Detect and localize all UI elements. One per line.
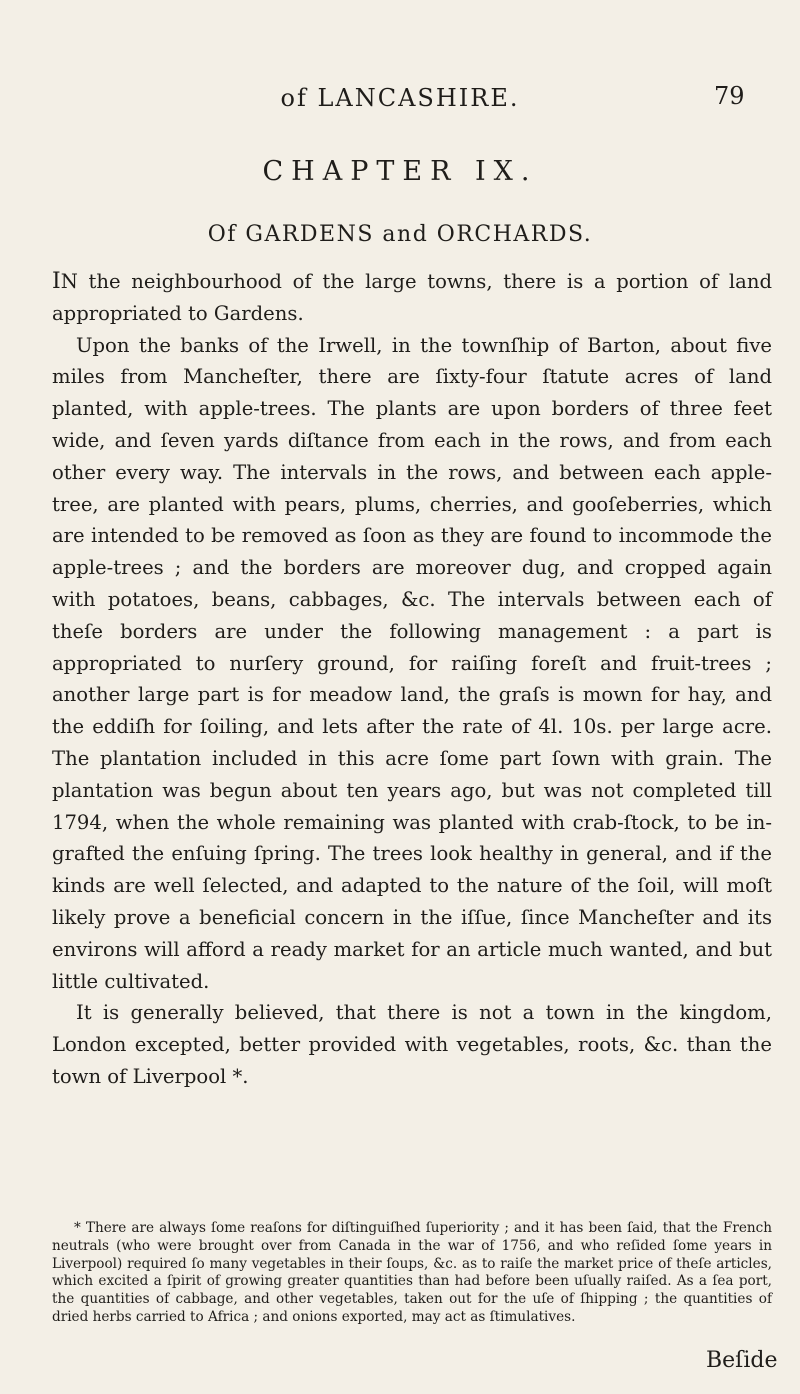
paragraph-2: Upon the banks of the Irwell, in the townſhip of Barton, about five miles from Mancheſter, there are ſixty-four ſtatute acres of land planted, with apple-trees. The plants are upon borders of three feet wide, and ſeven yards diſtance from each in the rows, and from each other every way. The intervals in the rows, and between each apple-tree, are planted with pears, plums, cherries, and gooſeberries, which are intended to be removed as ſoon as they are found to incommode the apple-trees ; and the borders are moreover dug, and cropped again with potatoes, beans, cabbages, &c. The intervals between each of theſe borders are under the following management : a part is appropriated to nurſery ground, for raiſing foreſt and fruit-trees ; another large part is for meadow land, the graſs is mown for hay, and the eddiſh for ſoiling, and lets after the rate of 4l. 10s. per large acre. The plantation included in this acre ſome part ſown with grain. The plantation was begun about ten years ago, but was not completed till 1794, when the whole remaining was planted with crab-ſtock, to be in-grafted the enſuing ſpring. The trees look healthy in general, and if the kinds are well ſelected, and adapted to the nature of the ſoil, will moſt likely prove a beneficial concern in the iſſue, ſince Mancheſter and its environs will afford a ready market for an article much wanted, and but little cultivated. — [52, 333, 772, 993]
footnote: * There are always ſome reaſons for diſtinguiſhed ſuperiority ; and it has been ſaid, that the French neutrals (who were brought over from Canada in the war of 1756, and who reſided ſome years in Liverpool) required ſo many vegetables in their ſoups, &c. as to raiſe the market price of theſe articles, which excited a ſpirit of growing greater quantities than had before been uſually raiſed. As a ſea port, the quantities of cabbage, and other vegetables, taken out for the uſe of ſhipping ; the quantities of dried herbs carried to Africa ; and onions exported, may act as ſtimulatives. — [52, 1220, 772, 1325]
section-title: Of GARDENS and ORCHARDS. — [207, 222, 593, 247]
chapter-heading: CHAPTER IX. — [262, 156, 538, 187]
initial-letter: I — [52, 269, 61, 294]
paragraph-3: It is generally believed, that there is not a town in the kingdom, London excepted, better provided with vegetables, roots, &c. than the town of Liverpool *. — [52, 1001, 772, 1088]
paragraph-1 — [52, 266, 772, 330]
paragraph-1-text: N the neighbourhood of the large towns, there is a portion of land appropriated to Gardens. — [52, 270, 772, 325]
running-head: of LANCASHIRE. — [280, 84, 520, 112]
catchword: Beſide — [706, 1348, 778, 1373]
body-text — [52, 266, 772, 1093]
page-number: 79 — [714, 82, 745, 110]
